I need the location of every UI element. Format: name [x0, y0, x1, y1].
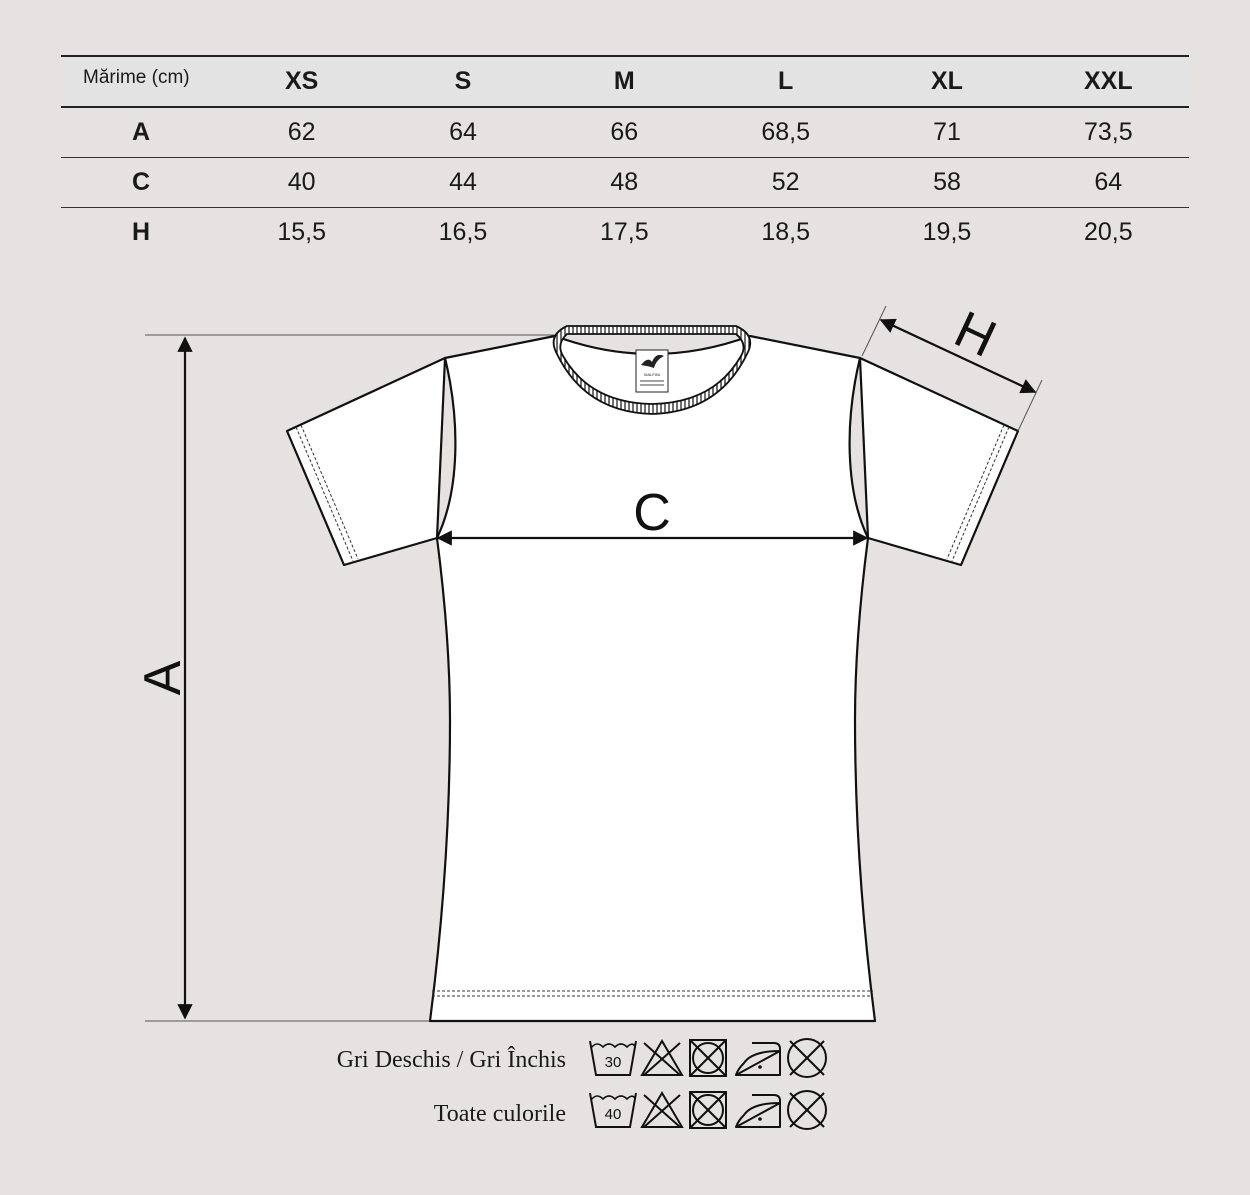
size-header-xxl: XXL [1028, 56, 1189, 107]
neck-tag-brand: MALFINI [644, 372, 660, 377]
table-cell: 73,5 [1028, 107, 1189, 158]
size-header-m: M [544, 56, 705, 107]
table-cell: 66 [544, 107, 705, 158]
table-cell: 64 [1028, 158, 1189, 208]
iron-low-icon [736, 1095, 780, 1127]
care-label-grey: Gri Deschis / Gri Închis [336, 1047, 566, 1073]
row-label: C [61, 158, 221, 208]
table-cell: 16,5 [438, 218, 488, 246]
table-cell: 52 [705, 158, 866, 208]
no-tumble-dry-icon [690, 1092, 726, 1128]
h-measure-label: H [945, 300, 1005, 369]
size-header-xs: XS [221, 56, 382, 107]
a-measure-label: A [134, 660, 192, 696]
table-cell: 58 [866, 158, 1027, 208]
care-icons-all [588, 1089, 833, 1131]
size-header-xl: XL [866, 56, 1027, 107]
table-cell: 62 [221, 107, 382, 158]
no-dry-clean-icon [788, 1039, 826, 1077]
table-cell: 44 [382, 158, 543, 208]
table-cell: 15,5 [277, 218, 326, 246]
wash-30-icon [590, 1041, 636, 1075]
iron-low-icon [736, 1043, 780, 1075]
table-cell: 68,5 [705, 107, 866, 158]
table-cell: 19,5 [922, 218, 972, 246]
wash-temp: 30 [604, 1054, 622, 1071]
wash-40-icon [590, 1093, 636, 1127]
no-dry-clean-icon [788, 1091, 826, 1129]
table-cell: 20,5 [1083, 218, 1133, 246]
c-measure-label: C [633, 484, 671, 542]
no-bleach-icon [642, 1041, 682, 1075]
row-label: A [61, 107, 221, 158]
size-header-label: Mărime (cm) [61, 56, 221, 107]
table-cell: 40 [221, 158, 382, 208]
table-cell: 48 [544, 158, 705, 208]
size-header-s: S [382, 56, 543, 107]
size-header-l: L [705, 56, 866, 107]
wash-temp: 40 [604, 1106, 622, 1123]
table-cell: 64 [382, 107, 543, 158]
row-label: H [131, 218, 151, 246]
no-bleach-icon [642, 1093, 682, 1127]
care-label-all: Toate culorile [433, 1101, 566, 1127]
h-guide-bottom [1018, 380, 1042, 431]
table-cell: 17,5 [599, 218, 649, 246]
tshirt-body [430, 336, 875, 1021]
table-cell: 71 [866, 107, 1027, 158]
h-guide-top [862, 306, 886, 356]
table-cell: 18,5 [761, 218, 810, 246]
no-tumble-dry-icon [690, 1040, 726, 1076]
care-icons-grey [588, 1037, 833, 1079]
